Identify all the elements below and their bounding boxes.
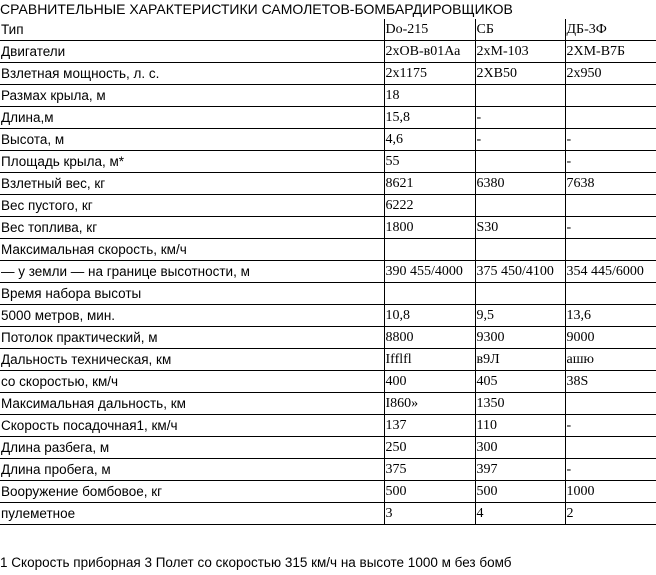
table-cell: 500 <box>384 481 475 503</box>
row-label: Площадь крыла, м* <box>0 151 384 173</box>
table-cell <box>475 151 565 173</box>
row-label: Взлетная мощность, л. с. <box>0 63 384 85</box>
table-cell <box>565 283 656 305</box>
table-cell: 137 <box>384 415 475 437</box>
table-cell: 3 <box>384 503 475 525</box>
row-label: Дальность техническая, км <box>0 349 384 371</box>
table-row <box>0 415 656 437</box>
table-row <box>0 437 656 459</box>
table-row <box>0 19 656 41</box>
table-cell: 1800 <box>384 217 475 239</box>
table-cell <box>475 85 565 107</box>
table-cell: 18 <box>384 85 475 107</box>
table-cell: СБ <box>475 19 565 41</box>
table-cell: 250 <box>384 437 475 459</box>
table-row <box>0 217 656 239</box>
table-cell: 390 455/4000 <box>384 261 475 283</box>
table-cell: 405 <box>475 371 565 393</box>
table-cell: 10,8 <box>384 305 475 327</box>
table-row <box>0 151 656 173</box>
table-cell: 13,6 <box>565 305 656 327</box>
table-row <box>0 261 656 283</box>
row-label: Двигатели <box>0 41 384 63</box>
table-row <box>0 41 656 63</box>
table-body <box>0 19 656 525</box>
table-cell: 2XB50 <box>475 63 565 85</box>
table-cell: ДБ-3Ф <box>565 19 656 41</box>
table-cell <box>565 437 656 459</box>
table-cell: 38S <box>565 371 656 393</box>
table-cell: S30 <box>475 217 565 239</box>
comparison-table <box>0 19 656 525</box>
table-cell: 500 <box>475 481 565 503</box>
table-cell: 4,6 <box>384 129 475 151</box>
row-label: пулеметное <box>0 503 384 525</box>
page-title: СРАВНИТЕЛЬНЫЕ ХАРАКТЕРИСТИКИ САМОЛЕТОВ-БОМБАРДИРОВЩИКОВ <box>0 1 513 17</box>
table-cell: 110 <box>475 415 565 437</box>
table-row <box>0 195 656 217</box>
table-cell: 2x950 <box>565 63 656 85</box>
row-label: Скорость посадочная1, км/ч <box>0 415 384 437</box>
table-cell <box>475 195 565 217</box>
table-row <box>0 371 656 393</box>
table-cell: ашю <box>565 349 656 371</box>
table-row <box>0 239 656 261</box>
row-label: — у земли — на границе высотности, м <box>0 261 384 283</box>
table-cell: 300 <box>475 437 565 459</box>
table-row <box>0 349 656 371</box>
table-cell: - <box>565 459 656 481</box>
row-label: Вес топлива, кг <box>0 217 384 239</box>
table-row <box>0 63 656 85</box>
table-cell: 1350 <box>475 393 565 415</box>
table-cell <box>565 393 656 415</box>
table-row <box>0 173 656 195</box>
table-cell: 7638 <box>565 173 656 195</box>
table-cell: - <box>565 217 656 239</box>
table-cell: 2x1175 <box>384 63 475 85</box>
table-cell: 8800 <box>384 327 475 349</box>
table-cell: 9300 <box>475 327 565 349</box>
table-cell <box>565 239 656 261</box>
row-label: Потолок практический, м <box>0 327 384 349</box>
row-label: Размах крыла, м <box>0 85 384 107</box>
row-label: Длина,м <box>0 107 384 129</box>
table-cell: в9Л <box>475 349 565 371</box>
table-row <box>0 305 656 327</box>
table-cell: 354 445/6000 <box>565 261 656 283</box>
table-cell <box>384 283 475 305</box>
table-cell: 1000 <box>565 481 656 503</box>
table-cell <box>565 107 656 129</box>
table-cell: Do-215 <box>384 19 475 41</box>
table-cell: 9,5 <box>475 305 565 327</box>
table-cell <box>565 195 656 217</box>
row-label: со скоростью, км/ч <box>0 371 384 393</box>
row-label: 5000 метров, мин. <box>0 305 384 327</box>
table-cell: 9000 <box>565 327 656 349</box>
table-cell: 2xM-103 <box>475 41 565 63</box>
row-label: Максимальная дальность, км <box>0 393 384 415</box>
row-label: Длина разбега, м <box>0 437 384 459</box>
table-cell <box>475 283 565 305</box>
table-cell: 375 <box>384 459 475 481</box>
row-label: Вес пустого, кг <box>0 195 384 217</box>
row-label: Взлетный вес, кг <box>0 173 384 195</box>
table-cell: I860» <box>384 393 475 415</box>
footnote: 1 Скорость приборная 3 Полет со скоростью 315 км/ч на высоте 1000 м без бомб <box>0 555 512 570</box>
table-cell: 55 <box>384 151 475 173</box>
table-cell: - <box>565 151 656 173</box>
table-cell: 400 <box>384 371 475 393</box>
table-cell: 397 <box>475 459 565 481</box>
table-cell: 2xOB-в01Аа <box>384 41 475 63</box>
table-row <box>0 393 656 415</box>
table-cell: 4 <box>475 503 565 525</box>
table-row <box>0 481 656 503</box>
table-row <box>0 503 656 525</box>
table-cell: 6380 <box>475 173 565 195</box>
table-row <box>0 129 656 151</box>
table-cell: - <box>475 129 565 151</box>
row-label: Максимальная скорость, км/ч <box>0 239 384 261</box>
table-row <box>0 327 656 349</box>
row-label: Длина пробега, м <box>0 459 384 481</box>
table-cell: 8621 <box>384 173 475 195</box>
table-cell: Ifflfl <box>384 349 475 371</box>
table-row <box>0 85 656 107</box>
table-cell: 6222 <box>384 195 475 217</box>
table-row <box>0 107 656 129</box>
table-row <box>0 459 656 481</box>
table-cell: 2XM-B7Б <box>565 41 656 63</box>
row-label: Время набора высоты <box>0 283 384 305</box>
table-cell: - <box>475 107 565 129</box>
table-cell: 15,8 <box>384 107 475 129</box>
row-label: Тип <box>0 19 384 41</box>
table-cell: - <box>565 415 656 437</box>
table-cell <box>475 239 565 261</box>
table-cell: 2 <box>565 503 656 525</box>
table-cell: 375 450/4100 <box>475 261 565 283</box>
table-row <box>0 283 656 305</box>
table-cell <box>565 85 656 107</box>
table-cell: - <box>565 129 656 151</box>
row-label: Вооружение бомбовое, кг <box>0 481 384 503</box>
row-label: Высота, м <box>0 129 384 151</box>
table-cell <box>384 239 475 261</box>
